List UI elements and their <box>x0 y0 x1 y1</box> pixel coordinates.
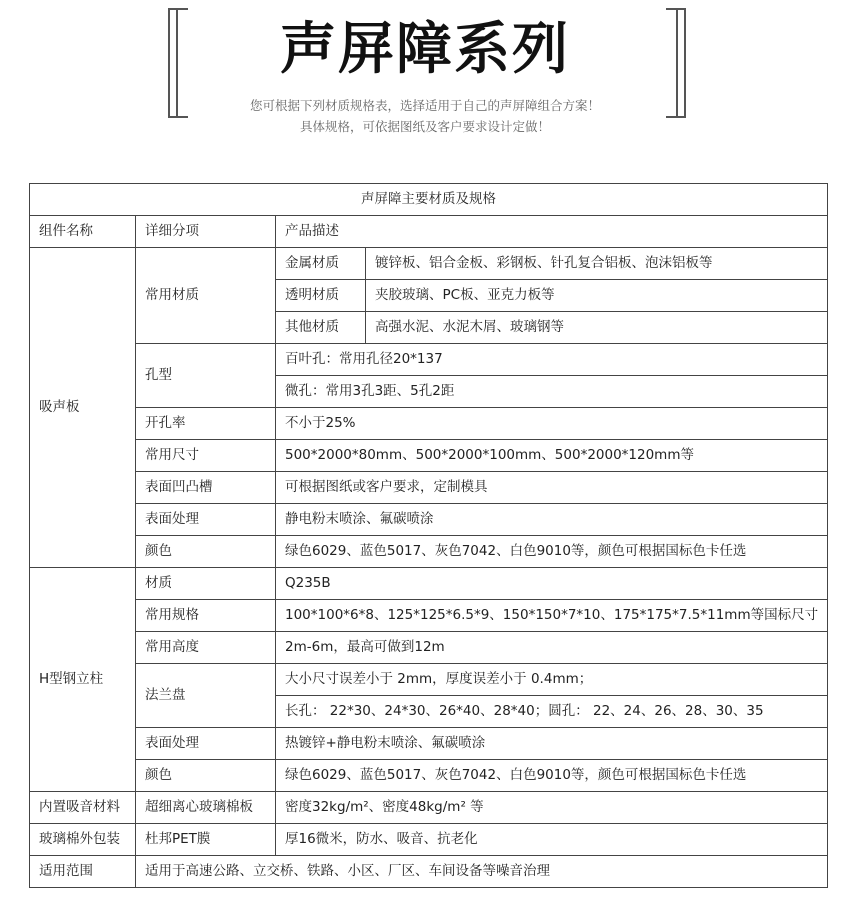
flange-line: 大小尺寸误差小于 2mm，厚度误差小于 0.4mm； <box>276 664 828 696</box>
row-label: 常用规格 <box>136 600 276 632</box>
table-row <box>30 664 828 696</box>
row-label: 常用高度 <box>136 632 276 664</box>
row-desc: 绿色6029、蓝色5017、灰色7042、白色9010等，颜色可根据国标色卡任选 <box>276 536 828 568</box>
table-row <box>30 408 828 440</box>
table-row <box>30 760 828 792</box>
hole-label: 孔型 <box>136 344 276 408</box>
group-inner-material: 内置吸音材料 <box>30 792 136 824</box>
material-type: 金属材质 <box>276 248 366 280</box>
hole-type: 微孔：常用3孔3距、5孔2距 <box>276 376 828 408</box>
table-row <box>30 600 828 632</box>
row-desc: 热镀锌+静电粉末喷涂、氟碳喷涂 <box>276 728 828 760</box>
row-label: 常用尺寸 <box>136 440 276 472</box>
group-h-column: H型钢立柱 <box>30 568 136 792</box>
material-desc: 高强水泥、水泥木屑、玻璃钢等 <box>366 312 828 344</box>
page-title: 声屏障系列 <box>280 17 570 82</box>
table-row <box>30 536 828 568</box>
table-row <box>30 472 828 504</box>
materials-label: 常用材质 <box>136 248 276 344</box>
spec-table <box>29 183 828 888</box>
hole-type: 百叶孔：常用孔径20*137 <box>276 344 828 376</box>
row-desc: 厚16微米，防水、吸音、抗老化 <box>276 824 828 856</box>
flange-line: 长孔： 22*30、24*30、26*40、28*40；圆孔： 22、24、26、28、30、35 <box>276 696 828 728</box>
flange-label: 法兰盘 <box>136 664 276 728</box>
row-label: 材质 <box>136 568 276 600</box>
row-label: 表面处理 <box>136 728 276 760</box>
row-desc: Q235B <box>276 568 828 600</box>
row-label: 表面凹凸槽 <box>136 472 276 504</box>
material-type: 透明材质 <box>276 280 366 312</box>
row-desc: 100*100*6*8、125*125*6.5*9、150*150*7*10、175*175*7.5*11mm等国标尺寸 <box>276 600 828 632</box>
row-desc: 绿色6029、蓝色5017、灰色7042、白色9010等，颜色可根据国标色卡任选 <box>276 760 828 792</box>
material-desc: 镀锌板、铝合金板、彩钢板、针孔复合铝板、泡沫铝板等 <box>366 248 828 280</box>
table-row <box>30 248 828 280</box>
row-desc: 500*2000*80mm、500*2000*100mm、500*2000*120mm等 <box>276 440 828 472</box>
row-desc: 2m-6m，最高可做到12m <box>276 632 828 664</box>
row-label: 表面处理 <box>136 504 276 536</box>
subtitle-line-2: 具体规格，可依据图纸及客户要求设计定做！ <box>299 119 550 134</box>
group-scope: 适用范围 <box>30 856 136 888</box>
material-type: 其他材质 <box>276 312 366 344</box>
table-row <box>30 824 828 856</box>
table-row <box>30 344 828 376</box>
table-row <box>30 568 828 600</box>
row-label: 杜邦PET膜 <box>136 824 276 856</box>
header-description: 产品描述 <box>276 216 828 248</box>
group-absorber: 吸声板 <box>30 248 136 568</box>
group-wrap: 玻璃棉外包装 <box>30 824 136 856</box>
header-component: 组件名称 <box>30 216 136 248</box>
row-desc: 不小于25% <box>276 408 828 440</box>
row-desc: 密度32kg/m²、密度48kg/m² 等 <box>276 792 828 824</box>
row-label: 颜色 <box>136 760 276 792</box>
table-caption: 声屏障主要材质及规格 <box>30 184 828 216</box>
table-row <box>30 440 828 472</box>
row-label: 超细离心玻璃棉板 <box>136 792 276 824</box>
subtitle-line-1: 您可根据下列材质规格表，选择适用于自己的声屏障组合方案！ <box>249 98 600 113</box>
row-label: 颜色 <box>136 536 276 568</box>
table-row <box>30 728 828 760</box>
scope-desc: 适用于高速公路、立交桥、铁路、小区、厂区、车间设备等噪音治理 <box>136 856 828 888</box>
table-row <box>30 856 828 888</box>
row-label: 开孔率 <box>136 408 276 440</box>
table-row <box>30 632 828 664</box>
header-subitem: 详细分项 <box>136 216 276 248</box>
row-desc: 可根据图纸或客户要求，定制模具 <box>276 472 828 504</box>
table-row <box>30 792 828 824</box>
header-row <box>30 216 828 248</box>
row-desc: 静电粉末喷涂、氟碳喷涂 <box>276 504 828 536</box>
table-row <box>30 504 828 536</box>
material-desc: 夹胶玻璃、PC板、亚克力板等 <box>366 280 828 312</box>
